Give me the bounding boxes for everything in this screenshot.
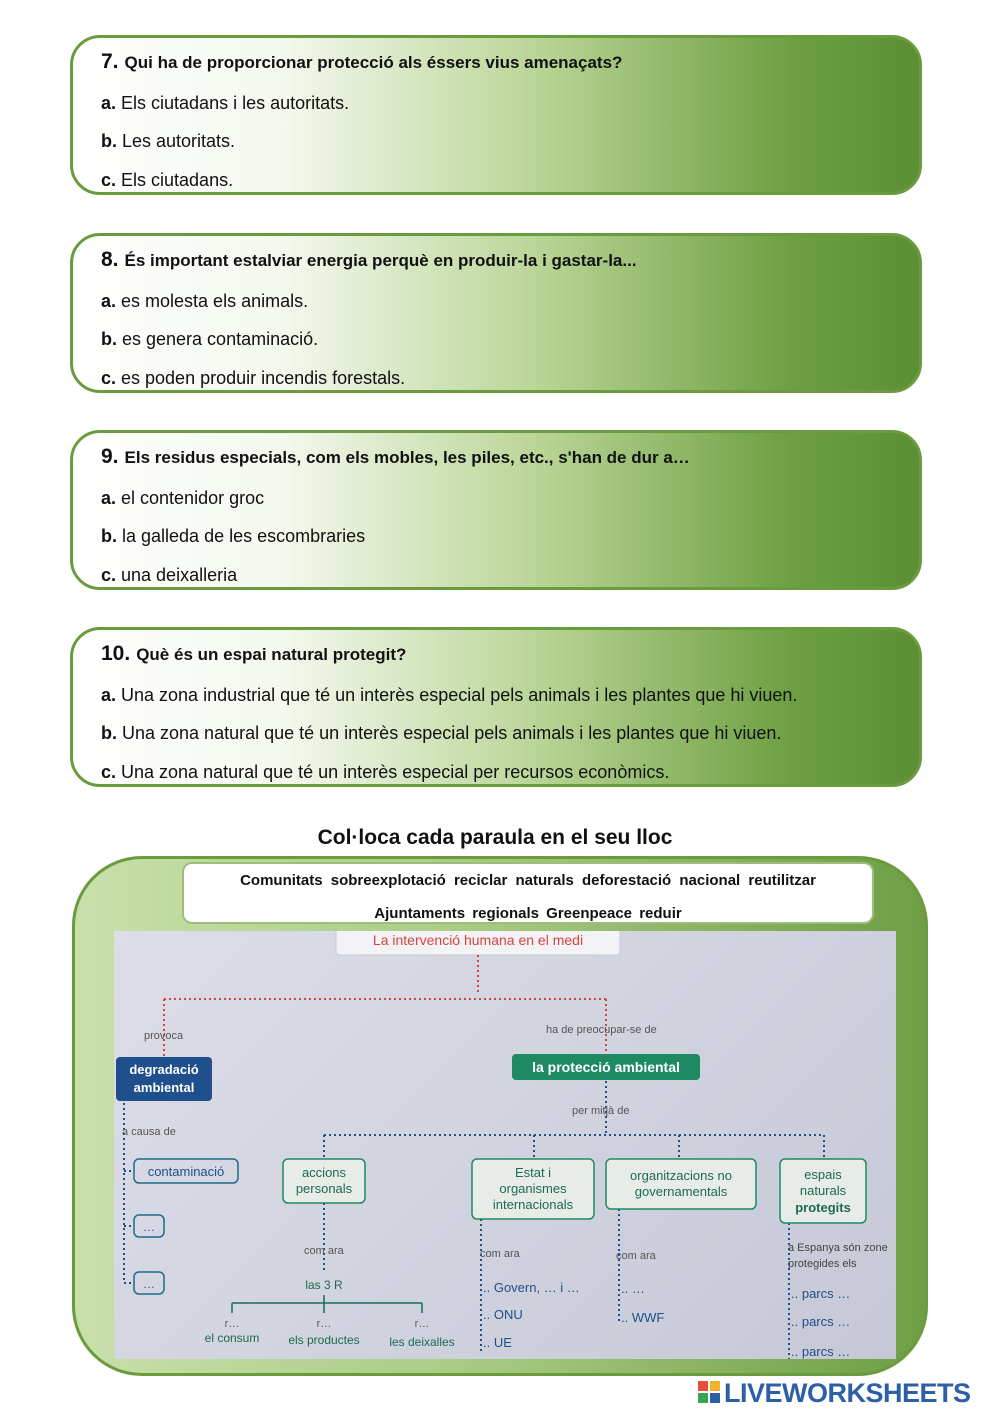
svg-text:r…: r… — [224, 1318, 240, 1330]
concept-map-photo — [114, 931, 896, 1359]
svg-text:.. parcs …: .. parcs … — [791, 1314, 851, 1329]
state-items — [483, 1280, 580, 1350]
spain-note — [788, 1242, 888, 1270]
question-7-box — [70, 35, 922, 195]
link-preocupar: ha de preocupar-se de — [546, 1024, 657, 1036]
logo-text: LIVEWORKSHEETS — [724, 1378, 971, 1408]
svg-text:personals: personals — [295, 1181, 353, 1196]
svg-text:.. WWF: .. WWF — [621, 1310, 665, 1325]
option-c[interactable]: c. Una zona natural que té un interès especial per recursos econòmics. — [101, 762, 670, 782]
r-labels — [205, 1331, 455, 1349]
svg-text:Estat i: Estat i — [514, 1165, 552, 1180]
three-r: las 3 R — [305, 1278, 343, 1292]
red-connectors — [164, 955, 606, 1057]
svg-text:els productes: els productes — [288, 1333, 360, 1347]
svg-text:protegits: protegits — [795, 1200, 851, 1215]
option-a[interactable]: a. es molesta els animals. — [101, 291, 309, 311]
svg-text:protegides els: protegides els — [788, 1258, 857, 1270]
link-provoca: provoca — [144, 1030, 184, 1042]
svg-text:.. UE: .. UE — [483, 1335, 512, 1350]
option-b[interactable]: b. es genera contaminació. — [101, 329, 319, 349]
svg-text:ambiental: ambiental — [133, 1080, 195, 1095]
option-a[interactable]: a. Una zona industrial que té un interès especial pels animals i les plantes que hi viuen. — [101, 685, 798, 705]
degradation-box — [116, 1057, 212, 1101]
question-title: 8. És important estalviar energia perquè en produir-la i gastar-la... — [101, 248, 637, 271]
svg-text:espais: espais — [804, 1167, 842, 1182]
com-ara-1: com ara — [304, 1245, 344, 1257]
com-ara-2: com ara — [480, 1248, 520, 1260]
option-c[interactable]: c. una deixalleria — [101, 565, 238, 585]
svg-text:organitzacions no: organitzacions no — [630, 1168, 732, 1183]
word-bank — [182, 862, 874, 924]
question-9-box — [70, 430, 922, 590]
word-bank-line-2[interactable]: Ajuntaments regionals Greenpeace reduir — [374, 905, 682, 922]
svg-text:a Espanya són zone: a Espanya són zone — [788, 1242, 888, 1254]
svg-text:.. parcs …: .. parcs … — [791, 1344, 851, 1359]
blank-box-2: … — [143, 1277, 155, 1291]
svg-text:.. ONU: .. ONU — [483, 1307, 523, 1322]
svg-text:.. …: .. … — [621, 1281, 645, 1296]
option-c[interactable]: c. Els ciutadans. — [101, 170, 234, 190]
svg-text:les deixalles: les deixalles — [389, 1335, 455, 1349]
svg-text:.. parcs …: .. parcs … — [791, 1286, 851, 1301]
svg-text:governamentals: governamentals — [634, 1184, 728, 1199]
protection-box — [512, 1054, 700, 1080]
question-title: 10. Què és un espai natural protegit? — [101, 642, 407, 665]
three-r-tree — [232, 1295, 422, 1313]
svg-text:naturals: naturals — [799, 1183, 847, 1198]
blank-box-1: … — [143, 1220, 155, 1234]
ngo-items — [621, 1281, 664, 1325]
option-a[interactable]: a. Els ciutadans i les autoritats. — [101, 93, 350, 113]
svg-text:la protecció ambiental: la protecció ambiental — [532, 1059, 680, 1075]
svg-text:r…: r… — [414, 1318, 430, 1330]
option-b[interactable]: b. Les autoritats. — [101, 131, 236, 151]
question-title: 7. Qui ha de proporcionar protecció als éssers vius amenaçats? — [101, 50, 623, 73]
parks-list — [791, 1286, 850, 1359]
option-b[interactable]: b. la galleda de les escombraries — [101, 526, 366, 546]
link-causa: a causa de — [122, 1126, 176, 1138]
svg-text:el consum: el consum — [204, 1331, 260, 1345]
link-mitja: per mitjà de — [572, 1105, 630, 1117]
svg-text:organismes: organismes — [499, 1181, 567, 1196]
com-ara-3: com ara — [616, 1250, 656, 1262]
svg-text:internacionals: internacionals — [492, 1197, 574, 1212]
question-title: 9. Els residus especials, com els mobles, les piles, etc., s'han de dur a… — [101, 445, 690, 468]
green-boxes — [283, 1159, 866, 1223]
word-bank-line-1[interactable]: Comunitats sobreexplotació reciclar naturals deforestació nacional reutilitzar — [240, 872, 816, 889]
option-a[interactable]: a. el contenidor groc — [101, 488, 265, 508]
r-blanks — [225, 1318, 430, 1330]
map-title: La intervenció humana en el medi — [372, 932, 584, 948]
option-b[interactable]: b. Una zona natural que té un interès especial pels animals i les plantes que hi viuen. — [101, 723, 782, 743]
box-contaminacio: contaminació — [147, 1164, 225, 1179]
section-title: Col·loca cada paraula en el seu lloc — [317, 826, 673, 849]
svg-text:.. Govern, … i …: .. Govern, … i … — [483, 1280, 580, 1295]
logo-mark-icon — [698, 1381, 720, 1403]
svg-text:r…: r… — [316, 1318, 332, 1330]
svg-text:accions: accions — [301, 1165, 347, 1180]
svg-text:degradació: degradació — [129, 1062, 199, 1077]
map-title-box — [336, 931, 620, 955]
question-8-box — [70, 233, 922, 393]
option-c[interactable]: c. es poden produir incendis forestals. — [101, 368, 406, 388]
question-10-box — [70, 627, 922, 787]
